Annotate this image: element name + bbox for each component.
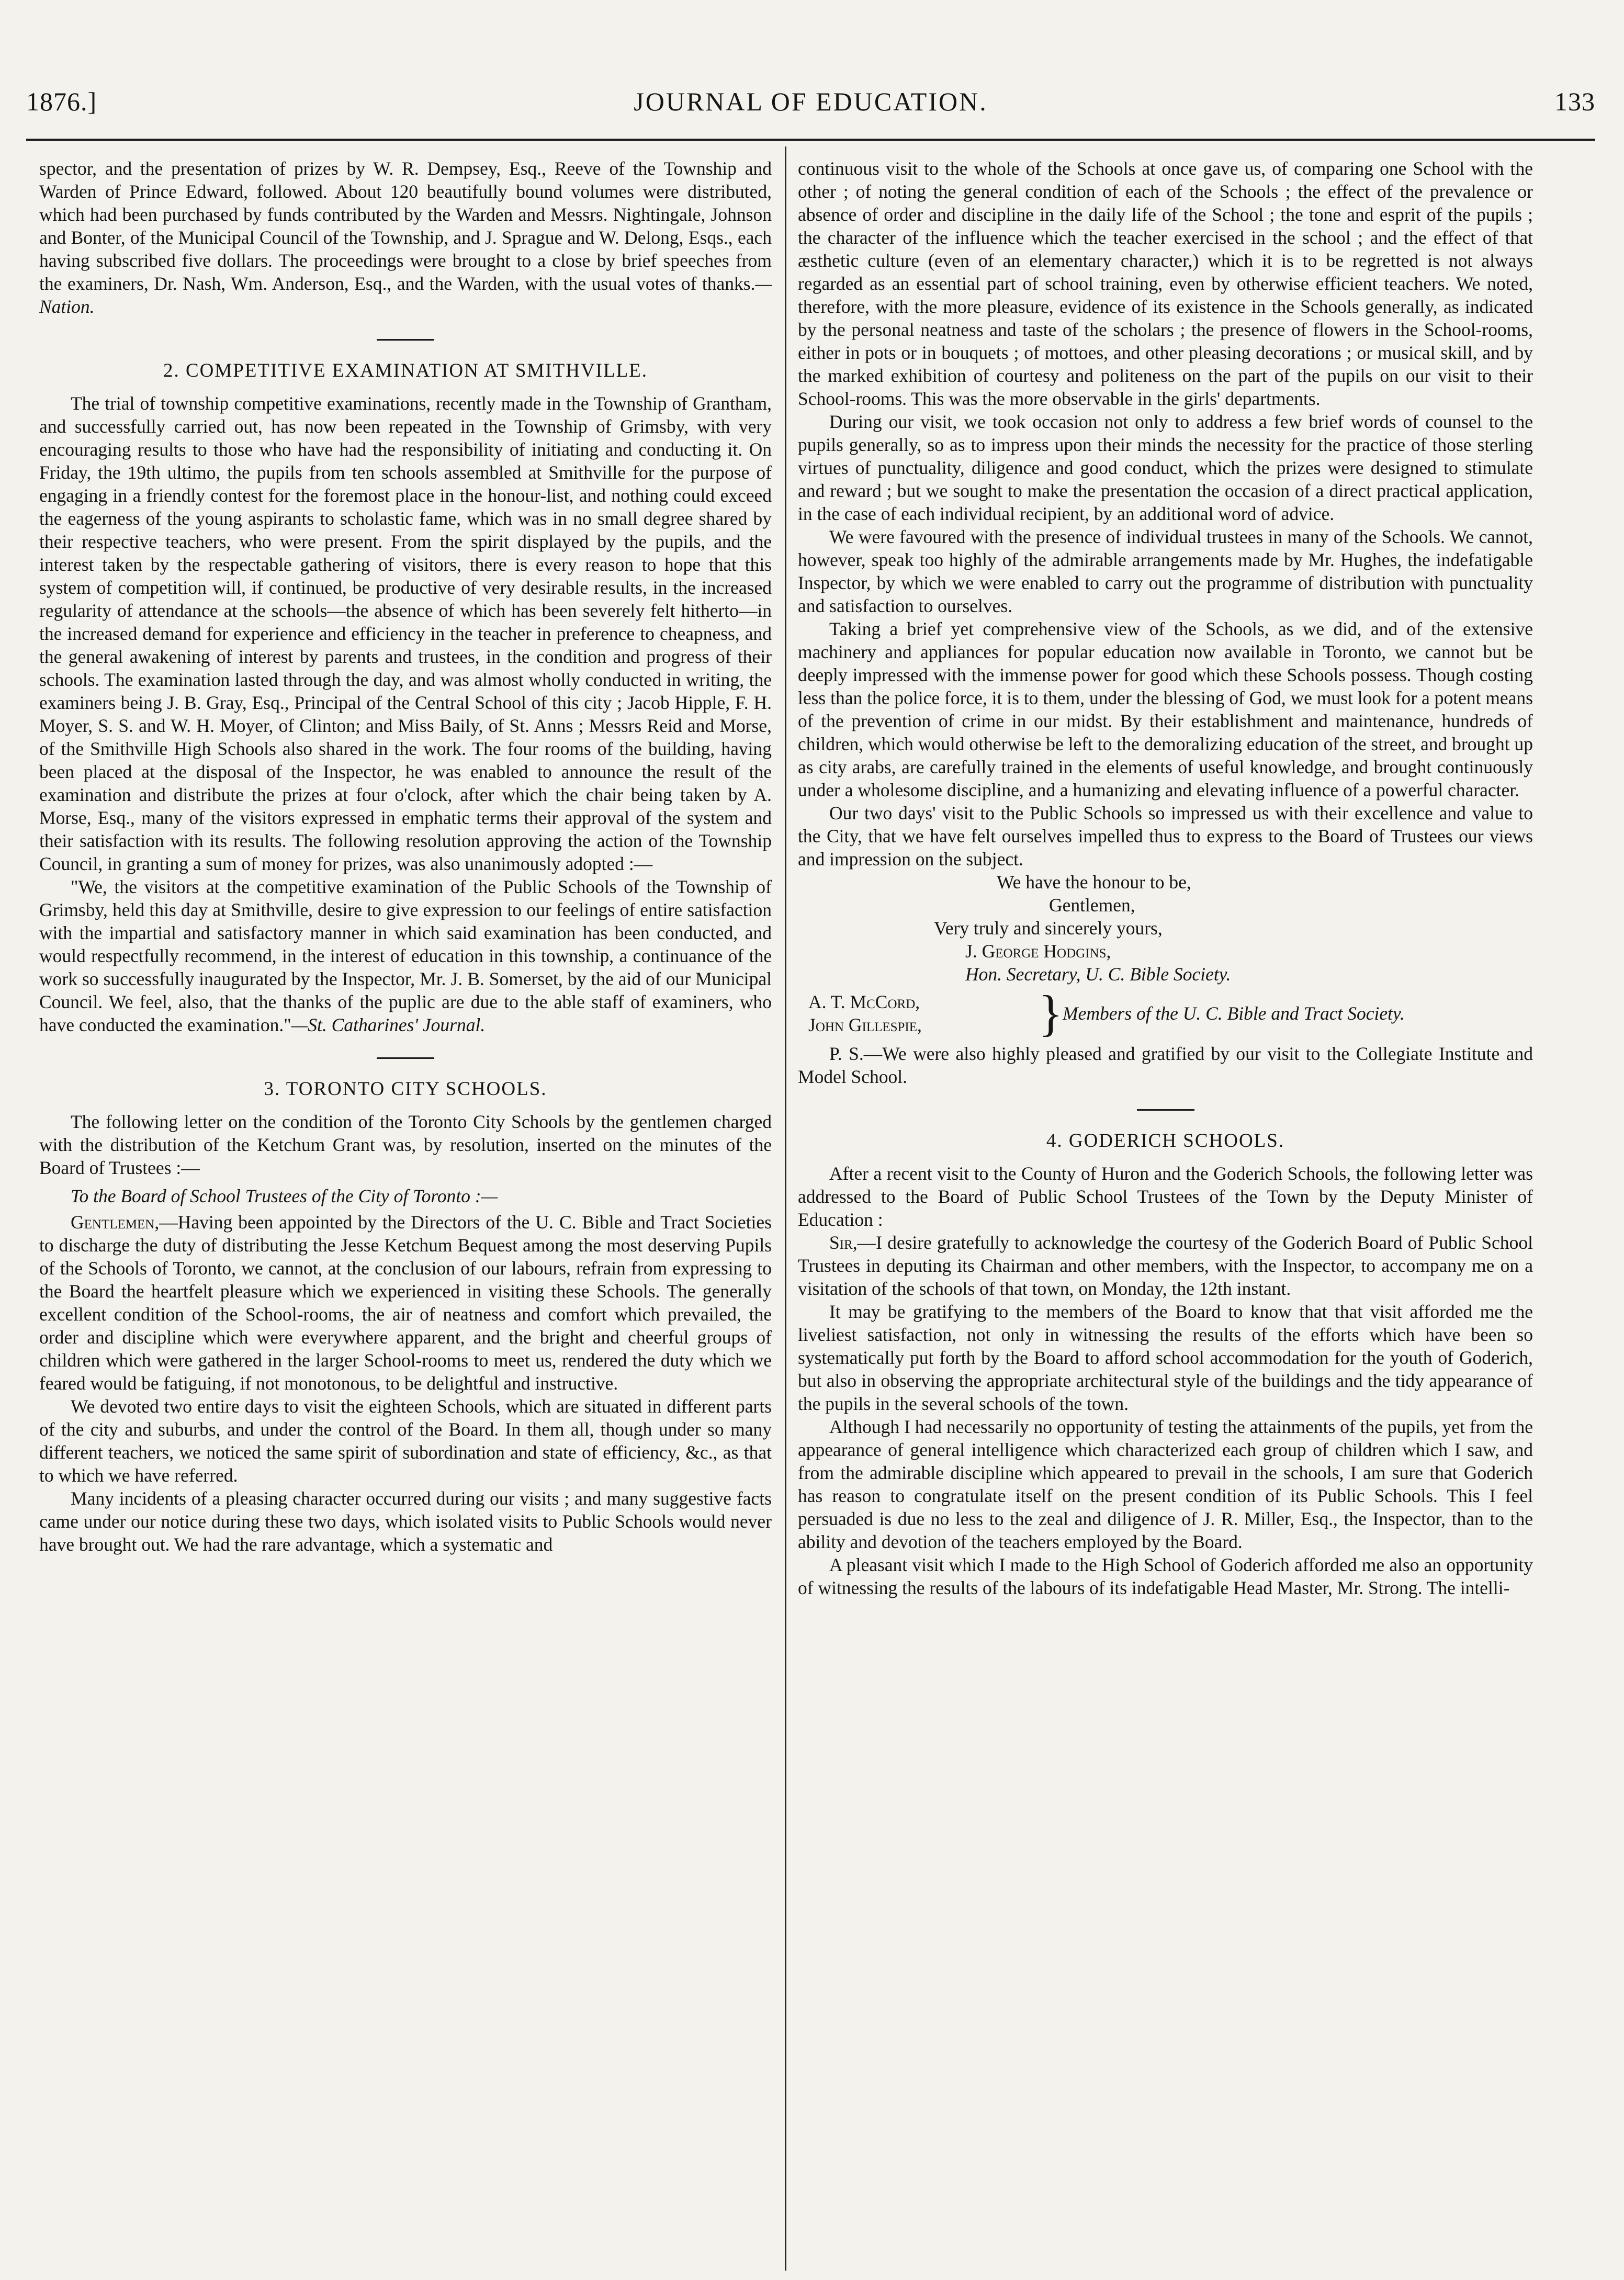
signatory-affiliation: Members of the U. C. Bible and Tract Society. [1063, 1003, 1405, 1024]
signatory-title: Hon. Secretary, U. C. Bible Society. [965, 964, 1231, 985]
right-paragraph-4: Taking a brief yet comprehensive view of the Schools, as we did, and of the extensive machinery and appliances for popular education now available in Toronto, we cannot but be deeply impressed with the immense power for good which these Schools possess. Though costing less than the police force, it is to them, under the blessing of God, we must look for a potent means of the prevention of crime in our midst. By their establishment and maintenance, hundreds of children, which would otherwise be left to the demoralizing education of the street, and brought up as city arabs, are carefully trained in the elements of useful knowledge, and brought continuously under a wholesome discipline, and a humanizing and elevating influence of a powerful character. [798, 618, 1533, 800]
section-4-paragraph-3: It may be gratifying to the members of the Board to know that that visit afforded me the liveliest satisfaction, not only in witnessing the results of the efforts which have been so systematically put forth by the Board to afford school accommodation for the youth of Goderich, but also in observing the appropriate architectural style of the buildings and the tidy appearance of the pupils in the several schools of the town. [798, 1301, 1533, 1414]
section-4-title: 4. GODERICH SCHOOLS. [1046, 1130, 1285, 1152]
section-4-paragraph-2 [798, 1231, 1533, 1300]
resolution-text: "We, the visitors at the competitive examination of the Public Schools of the Township of Grimsby, held this day at Smithville, desire to give expression to our feelings of entire satisfaction with the impartial and satisfactory manner in which said examination has been conducted, and would respectfully recommend, in the interest of education in this township, a continuance of the work so successfully inaugurated by the Inspector, Mr. J. B. Somerset, by the aid of our Municipal Council. We feel, also, that the thanks of the puplic are due to the able staff of examiners, who have conducted the examination." [39, 876, 772, 1035]
gentlemen-label: Gentlemen, [71, 1212, 160, 1233]
section-rule [377, 339, 434, 341]
header-rule [26, 139, 1595, 141]
section-3-paragraph-2 [39, 1211, 772, 1395]
right-paragraph-5: Our two days' visit to the Public Schools so impressed us with their excellence and value to the City, that we have felt ourselves impelled thus to express to the Board of Trustees our views and impression on the subject. [798, 803, 1533, 870]
signatory-hodgins: J. George Hodgins, [965, 941, 1111, 962]
section-4-paragraph-5: A pleasant visit which I made to the High School of Goderich afforded me also an opportunity of witnessing the results of the labours of its indefatigable Head Master, Mr. Strong. The intelli- [798, 1554, 1533, 1598]
section-3-title: 3. TORONTO CITY SCHOOLS. [264, 1078, 547, 1100]
closing-line-1: We have the honour to be, [997, 872, 1191, 893]
intro-source: —Nation. [39, 273, 772, 317]
section-rule [377, 1057, 434, 1059]
section-2-title: 2. COMPETITIVE EXAMINATION AT SMITHVILLE. [163, 360, 648, 381]
section-2-resolution [39, 875, 772, 1036]
journal-title: JOURNAL OF EDUCATION. [634, 87, 988, 116]
intro-text: spector, and the presentation of prizes by W. R. Dempsey, Esq., Reeve of the Township and Warden of Prince Edward, followed. About 120 beautifully bound volumes were distributed, which had been purchased by funds contributed by the Warden and Messrs. Nightingale, Johnson and Bonter, of the Municipal Council of the Township, and J. Sprague and W. Delong, Esqs., each having subscribed five dollars. The proceedings were brought to a close by brief speeches from the examiners, Dr. Nash, Wm. Anderson, Esq., and the Warden, with the usual votes of thanks. [39, 158, 772, 294]
sir-label: Sir, [829, 1232, 858, 1253]
goderich-letter-body-1: —I desire gratefully to acknowledge the courtesy of the Goderich Board of Public School Trustees in deputing its Chairman and other members, with the Inspector, to accompany me on a visitation of the schools of that town, on Monday, the 12th instant. [798, 1232, 1533, 1299]
section-4-paragraph-4: Although I had necessarily no opportunity of testing the attainments of the pupils, yet from the appearance of general intelligence which characterized each group of children which I saw, and from the admirable discipline which appeared to prevail in the schools, I am sure that Goderich has reason to congratulate itself on the present condition of its Public Schools. This I feel persuaded is due no less to the zeal and diligence of J. R. Miller, Esq., the Inspector, than to the ability and devotion of the teachers employed by the Board. [798, 1416, 1533, 1552]
section-2-paragraph-1: The trial of township competitive examinations, recently made in the Township of Grantham, and successfully carried out, has now been repeated in the Township of Grimsby, with very encouraging results to those who have had the responsibility of initiating and conducting it. On Friday, the 19th ultimo, the pupils from ten schools assembled at Smithville for the purpose of engaging in a friendly contest for the foremost place in the honour-list, and nothing could exceed the eagerness of the young aspirants to scholastic fame, which was in no small degree shared by their respective teachers, who were present. From the spirit displayed by the pupils, and the interest taken by the respectable gathering of visitors, there is every reason to hope that this system of competition will, if continued, be productive of very desirable results, in the increased regularity of attendance at the schools—the absence of which has been severely felt hitherto—in the increased demand for experience and efficiency in the teacher in preference to cheapness, and the general awakening of interest by parents and trustees, in the condition and progress of their schools. The examination lasted through the day, and was almost wholly conducted in writing, the examiners being J. B. Gray, Esq., Principal of the Central School of this city ; Jacob Hipple, F. H. Moyer, S. S. and W. H. Moyer, of Clinton; and Miss Baily, of St. Anns ; Messrs Reid and Morse, of the Smithville High Schools also shared in the work. The four rooms of the building, having been placed at the disposal of the Inspector, he was enabled to announce the result of the examination and distribute the prizes at four o'clock, after which the chair being taken by A. Morse, Esq., many of the visitors expressed in emphatic terms their approval of the system and their satisfaction with its results. The following resolution approving the action of the Township Council, in granting a sum of money for prizes, was also unanimously adopted :— [39, 393, 772, 874]
letter-body-1: —Having been appointed by the Directors of the U. C. Bible and Tract Societies to discharge the duty of distributing the Jesse Ketchum Bequest among the most deserving Pupils of the Schools of Toronto, we cannot, at the conclusion of our labours, refrain from expressing to the Board the heartfelt pleasure which we experienced in visiting these Schools. The generally excellent condition of the School-rooms, the air of neatness and comfort which prevailed, the order and discipline which were everywhere apparent, and the bright and cheerful groups of children which were gathered in the larger School-rooms to meet us, rendered the duty which we feared would be fatiguing, if not monotonous, to be delightful and instructive. [39, 1212, 772, 1394]
section-3-paragraph-1: The following letter on the condition of the Toronto City Schools by the gentlemen charged with the distribution of the Ketchum Grant was, by resolution, inserted on the minutes of the Board of Trustees :— [39, 1111, 772, 1178]
closing-line-2: Gentlemen, [1049, 895, 1135, 916]
column-divider [785, 146, 786, 2271]
letter-closing [798, 871, 1533, 986]
section-3-paragraph-4: Many incidents of a pleasing character occurred during our visits ; and many suggestive facts came under our notice during these two days, which isolated visits to Public Schools would never have brought out. We had the rare advantage, which a systematic and [39, 1488, 772, 1555]
section-2-source: —St. Catharines' Journal. [291, 1014, 486, 1035]
right-column [798, 157, 1533, 2270]
left-column [39, 157, 772, 2270]
section-3-paragraph-3: We devoted two entire days to visit the eighteen Schools, which are situated in different parts of the city and suburbs, and under the control of the Board. In them all, though under so many different teachers, we noticed the same spirit of subordination and state of efficiency, &c., as that to which we have referred. [39, 1396, 772, 1486]
intro-paragraph [39, 157, 772, 318]
header-year: 1876.] [26, 87, 97, 116]
closing-line-3: Very truly and sincerely yours, [934, 918, 1163, 939]
signatory-brace: } [1039, 985, 1063, 1041]
section-rule [1137, 1109, 1194, 1111]
right-paragraph-3: We were favoured with the presence of individual trustees in many of the Schools. We cannot, however, speak too highly of the admirable arrangements made by Mr. Hughes, the indefatigable Inspector, by which we were enabled to carry out the programme of distribution with punctuality and satisfaction to ourselves. [798, 526, 1533, 616]
page-header [26, 86, 1595, 131]
signatory-mccord: A. T. McCord, [808, 991, 920, 1012]
letter-salutation: To the Board of School Trustees of the City of Toronto :— [71, 1186, 498, 1206]
signatory-names [798, 990, 1039, 1036]
right-paragraph-2: During our visit, we took occasion not only to address a few brief words of counsel to the pupils generally, so as to impress upon their minds the necessity for the practice of those sterling virtues of punctuality, diligence and good conduct, which the prizes were designed to stimulate and reward ; but we sought to make the presentation the occasion of a direct practical application, in the case of each individual recipient, by an additional word of advice. [798, 411, 1533, 524]
section-4-paragraph-1: After a recent visit to the County of Huron and the Goderich Schools, the following letter was addressed to the Board of Public School Trustees of the Town by the Deputy Minister of Education : [798, 1163, 1533, 1230]
signatories-block [798, 985, 1533, 1041]
signatory-gillespie: John Gillespie, [808, 1014, 922, 1035]
postscript: P. S.—We were also highly pleased and gratified by our visit to the Collegiate Institute and Model School. [798, 1043, 1533, 1087]
right-paragraph-1: continuous visit to the whole of the Schools at once gave us, of comparing one School with the other ; of noting the general condition of each of the Schools ; the effect of the prevalence or absence of order and discipline in the daily life of the School ; the tone and esprit of the pupils ; the character of the influence which the teacher exercised in the school ; and the effect of that æsthetic culture (even of an elementary character,) which it is to be regretted is not always regarded as an essential part of school training, even by otherwise efficient teachers. We noted, therefore, with the more pleasure, evidence of its existence in the Schools generally, as indicated by the personal neatness and taste of the scholars ; the presence of flowers in the School-rooms, either in pots or in bouquets ; of mottoes, and other pleasing decorations ; or musical skill, and by the marked exhibition of courtesy and politeness on the part of the pupils on our visit to their School-rooms. This was the more observable in the girls' departments. [798, 158, 1533, 409]
page-number: 133 [1554, 87, 1595, 116]
